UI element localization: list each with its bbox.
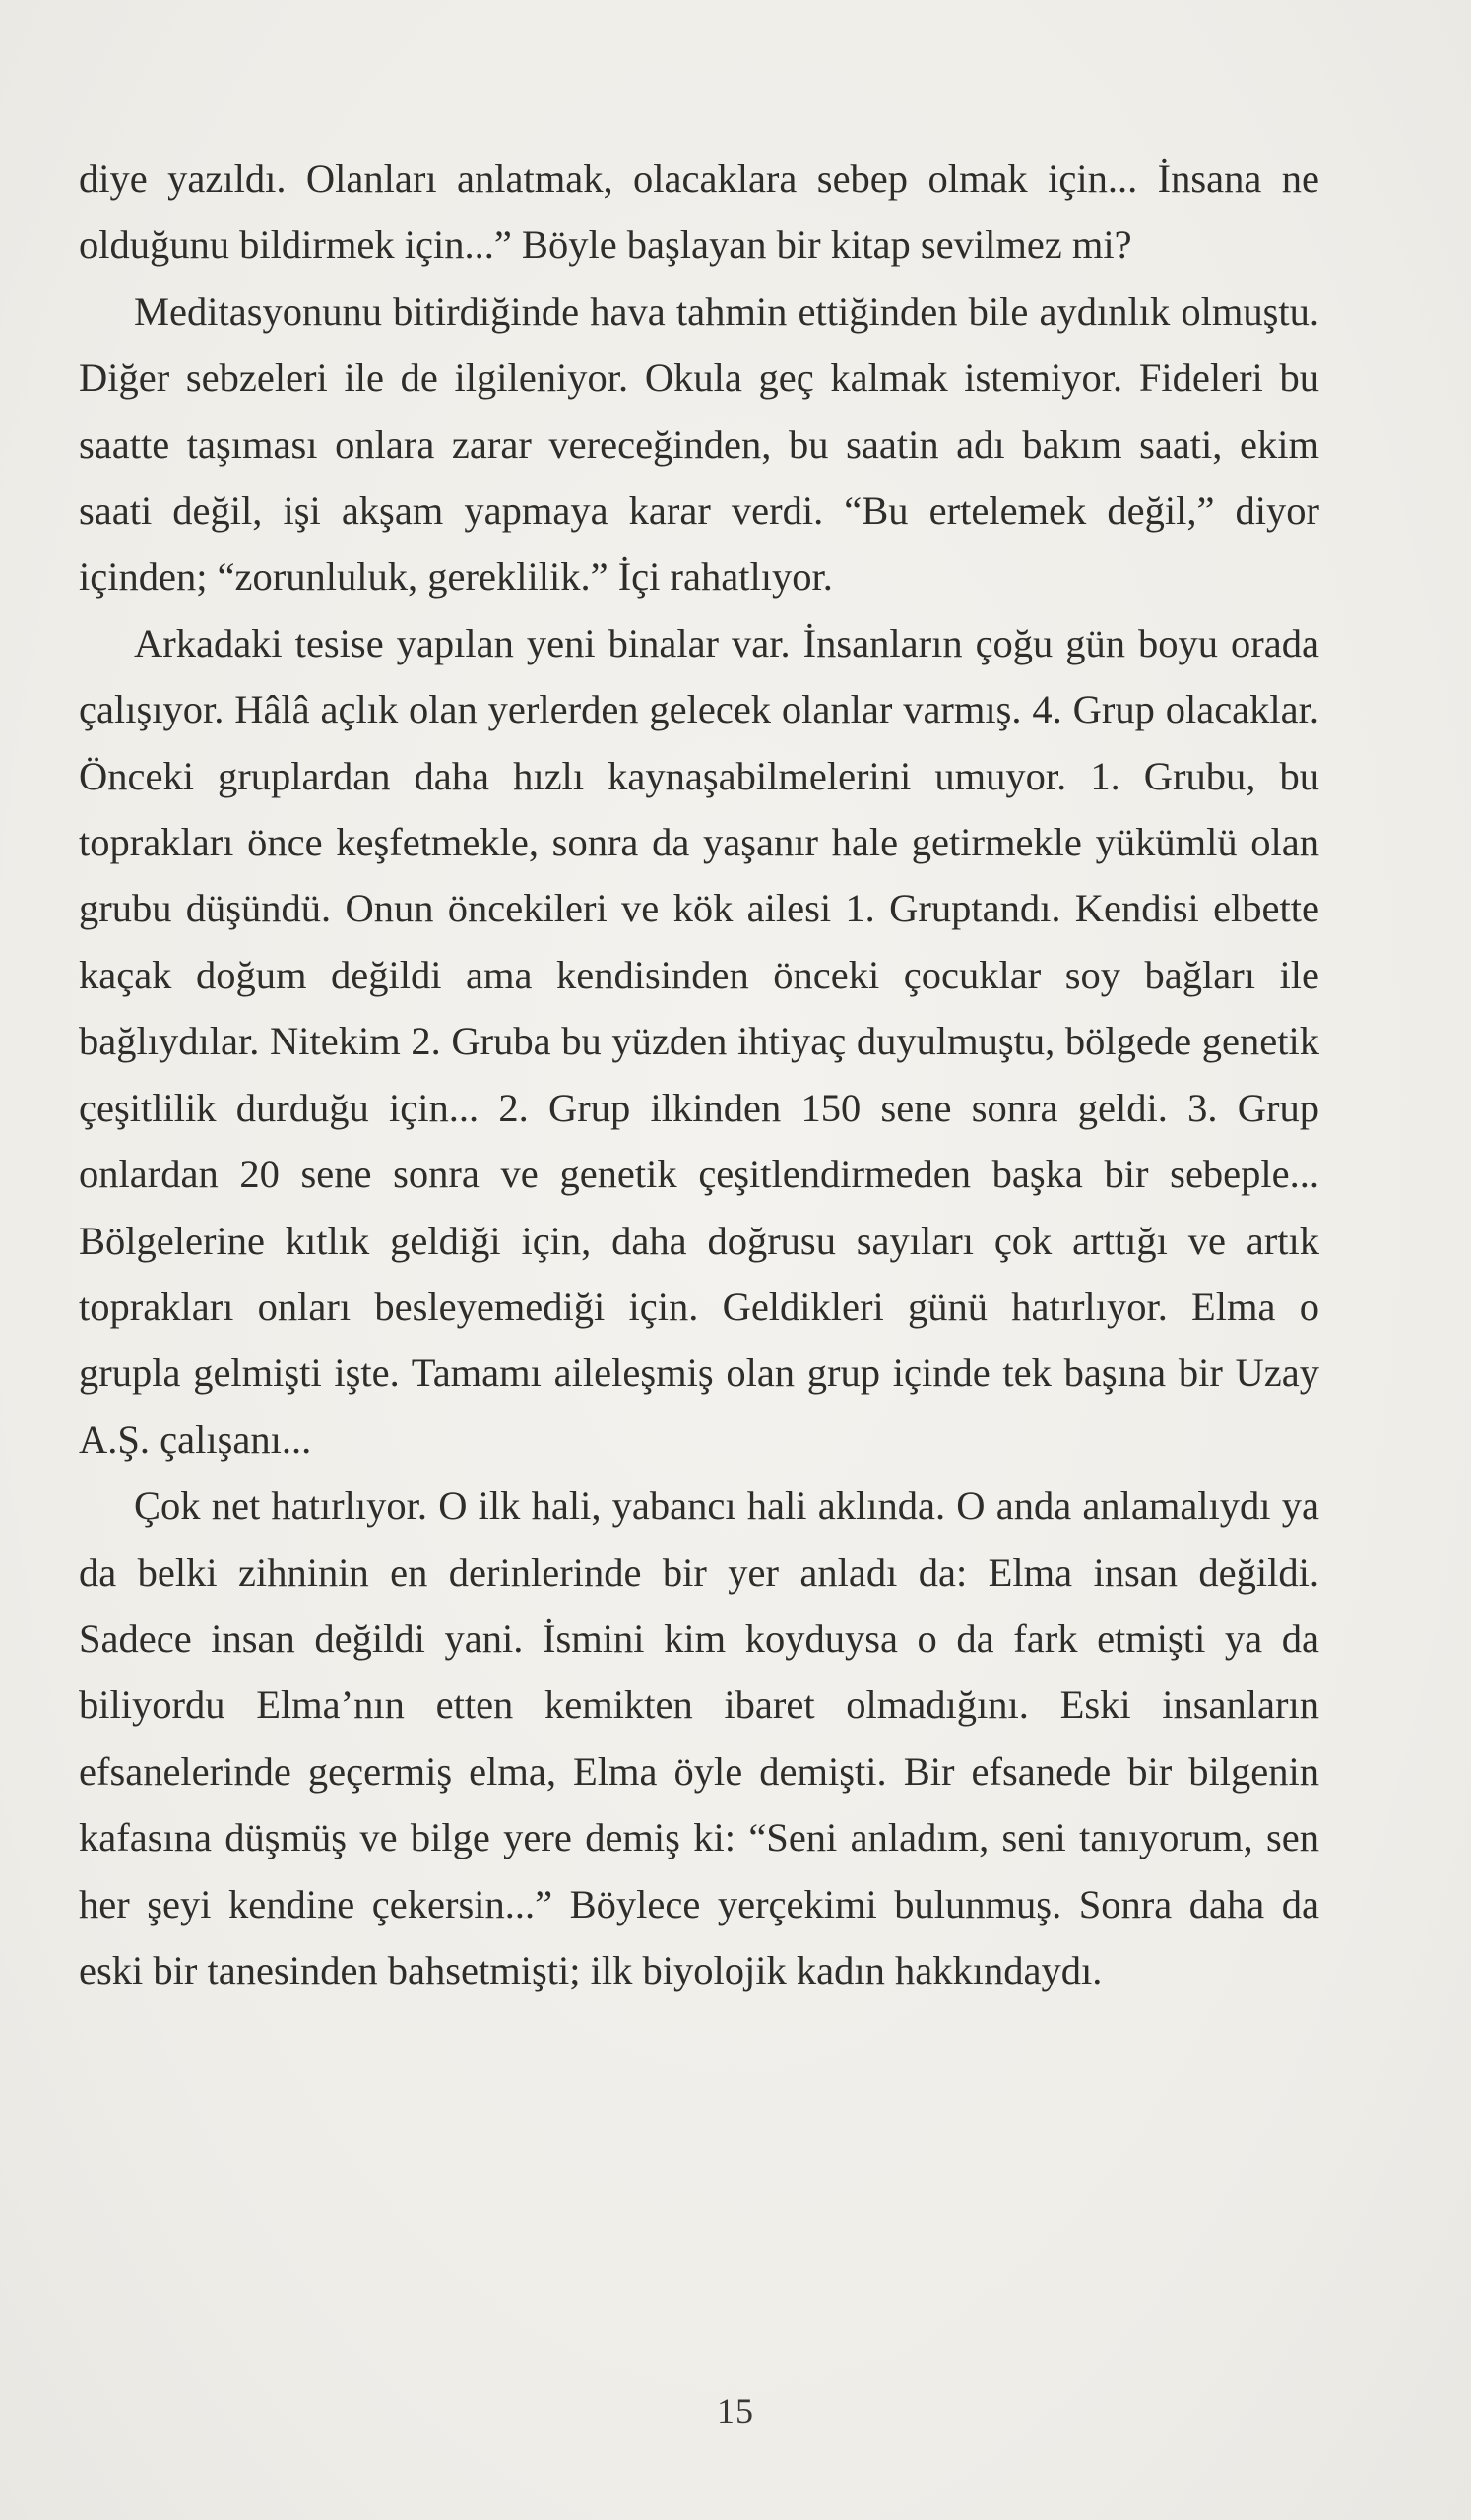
body-text [79,146,1319,2003]
paragraph-1: diye yazıldı. Olanları anlatmak, olacaklara sebep olmak için... İnsana ne olduğunu bildirmek için...” Böyle başlayan bir kitap sevilmez mi? [79,157,1319,268]
paragraph-2: Meditasyonunu bitirdiğinde hava tahmin ettiğinden bile aydınlık olmuştu. Diğer sebzeleri ile de ilgileniyor. Okula geç kalmak istemiyor. Fideleri bu saatte taşıması onlara zarar vereceğinden, bu saatin adı bakım saati, ekim saati değil, işi akşam yapmaya karar verdi. “Bu ertelemek değil,” diyor içinden; “zorunluluk, gereklilik.” İçi rahatlıyor. [79,288,1319,599]
paragraph-4: Çok net hatırlıyor. O ilk hali, yabancı hali aklında. O anda anlamalıydı ya da belki zihninin en derinlerinde bir yer anladı da: Elma insan değildi. Sadece insan değildi yani. İsmini kim koyduysa o da fark etmişti ya da biliyordu Elma’nın etten kemikten ibaret olmadığını. Eski insanların efsanelerinde geçermiş elma, Elma öyle demişti. Bir efsanede bir bilgenin kafasına düşmüş ve bilge yere demiş ki: “Seni anladım, seni tanıyorum, sen her şeyi kendine çekersin...” Böylece yerçekimi bulunmuş. Sonra daha da eski bir tanesinden bahsetmişti; ilk biyolojik kadın hakkındaydı. [79,1483,1319,1992]
page-number: 15 [717,2391,754,2430]
paragraph-3: Arkadaki tesise yapılan yeni binalar var. İnsanların çoğu gün boyu orada çalışıyor. Hâlâ açlık olan yerlerden gelecek olanlar varmış. 4. Grup olacaklar. Önceki gruplardan daha hızlı kaynaşabilmelerini umuyor. 1. Grubu, bu toprakları önce keşfetmekle, sonra da yaşanır hale getirmekle yükümlü olan grubu düşündü. Onun öncekileri ve kök ailesi 1. Gruptandı. Kendisi elbette kaçak doğum değildi ama kendisinden önceki çocuklar soy bağları ile bağlıydılar. Nitekim 2. Gruba bu yüzden ihtiyaç duyulmuştu, bölgede genetik çeşitlilik durduğu için... 2. Grup ilkinden 150 sene sonra geldi. 3. Grup onlardan 20 sene sonra ve genetik çeşitlendirmeden başka bir sebeple... Bölgelerine kıtlık geldiği için, daha doğrusu sayıları çok arttığı ve artık toprakları onları besleyemediği için. Geldikleri günü hatırlıyor. Elma o grupla gelmişti işte. Tamamı aileleşmiş olan grup içinde tek başına bir Uzay A.Ş. çalışanı... [79,620,1319,1462]
